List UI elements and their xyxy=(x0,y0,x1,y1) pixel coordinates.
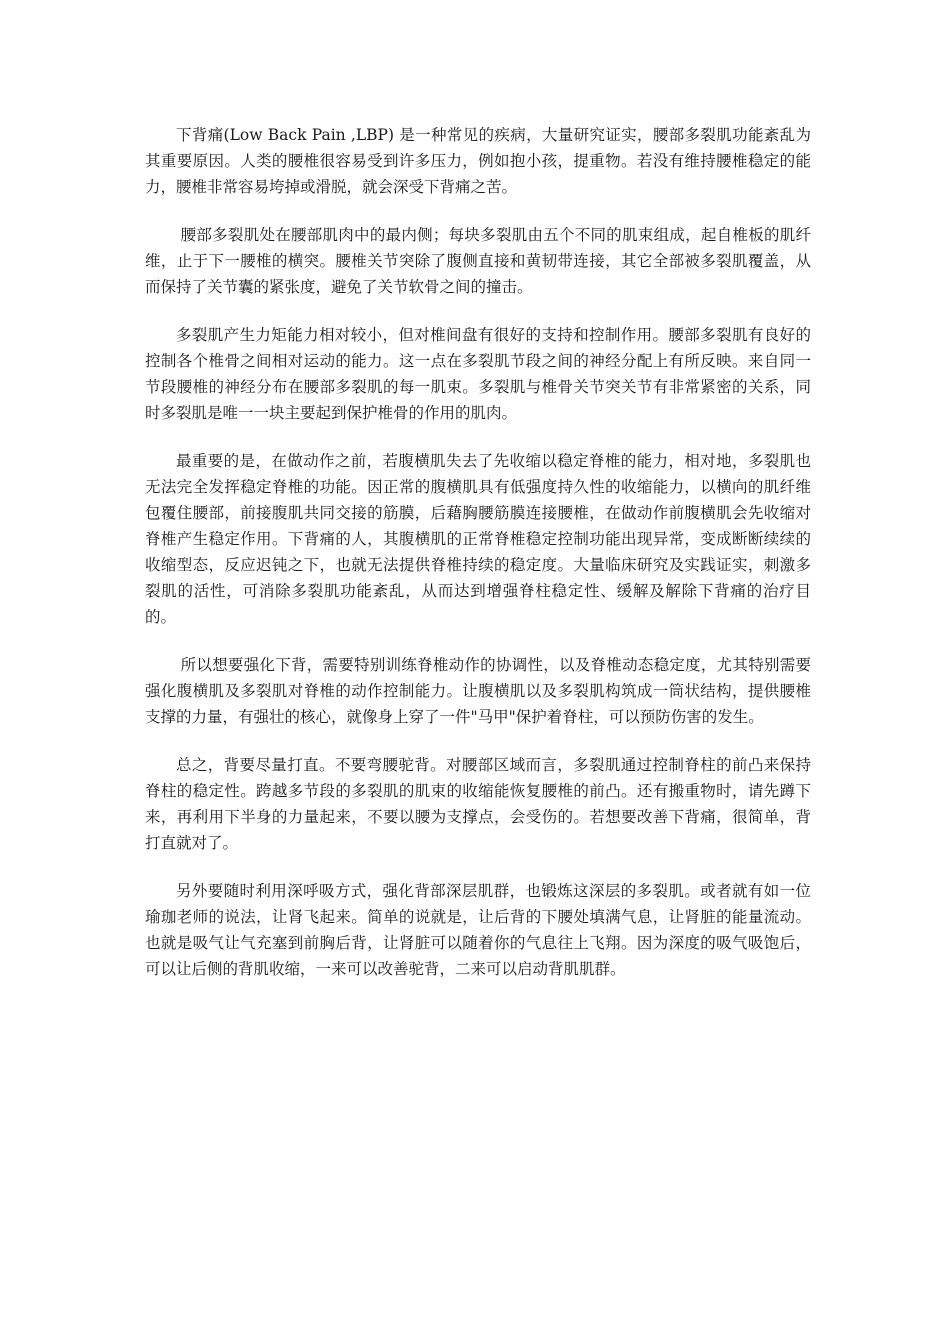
paragraph-low-back-pain-intro: 下背痛(Low Back Pain ,LBP) 是一种常见的疾病，大量研究证实，腰部多裂肌功能紊乱为其重要原因。人类的腰椎很容易受到许多压力，例如抱小孩，提重物。若没有维持腰椎稳定的能力，腰椎非常容易垮掉或滑脱，就会深受下背痛之苦。 xyxy=(145,126,811,196)
paragraph-strengthen-lower-back: 所以想要强化下背，需要特别训练脊椎动作的协调性，以及脊椎动态稳定度，尤其特别需要强化腹横肌及多裂肌对脊椎的动作控制能力。让腹横肌以及多裂肌构筑成一筒状结构，提供腰椎支撑的力量，有强壮的核心，就像身上穿了一件"马甲"保护着脊柱，可以预防伤害的发生。 xyxy=(145,656,811,726)
paragraph-multifidus-anatomy: 腰部多裂肌处在腰部肌肉中的最内侧；每块多裂肌由五个不同的肌束组成，起自椎板的肌纤维，止于下一腰椎的横突。腰椎关节突除了腹侧直接和黄韧带连接，其它全部被多裂肌覆盖，从而保持了关节囊的紧张度，避免了关节软骨之间的撞击。 xyxy=(145,226,811,296)
paragraph-deep-breathing: 另外要随时利用深呼吸方式，强化背部深层肌群，也锻炼这深层的多裂肌。或者就有如一位瑜珈老师的说法，让肾飞起来。简单的说就是，让后背的下腰处填满气息，让肾脏的能量流动。也就是吸气让气充塞到前胸后背，让肾脏可以随着你的气息往上飞翔。因为深度的吸气吸饱后，可以让后侧的背肌收缩，一来可以改善驼背，二来可以启动背肌肌群。 xyxy=(145,882,811,978)
article-body xyxy=(145,122,811,1004)
paragraph-multifidus-function: 多裂肌产生力矩能力相对较小，但对椎间盘有很好的支持和控制作用。腰部多裂肌有良好的控制各个椎骨之间相对运动的能力。这一点在多裂肌节段之间的神经分配上有所反映。来自同一节段腰椎的神经分布在腰部多裂肌的每一肌束。多裂肌与椎骨关节突关节有非常紧密的关系，同时多裂肌是唯一一块主要起到保护椎骨的作用的肌肉。 xyxy=(145,326,811,422)
paragraph-transversus-abdominis: 最重要的是，在做动作之前，若腹横肌失去了先收缩以稳定脊椎的能力，相对地，多裂肌也无法完全发挥稳定脊椎的功能。因正常的腹横肌具有低强度持久性的收缩能力，以横向的肌纤维包覆住腰部，前接腹肌共同交接的筋膜，后藉胸腰筋膜连接腰椎，在做动作前腹横肌会先收缩对脊椎产生稳定作用。下背痛的人，其腹横肌的正常脊椎稳定控制功能出现异常，变成断断续续的收缩型态，反应迟钝之下，也就无法提供脊椎持续的稳定度。大量临床研究及实践证实，刺激多裂肌的活性，可消除多裂肌功能紊乱，从而达到增强脊柱稳定性、缓解及解除下背痛的治疗目的。 xyxy=(145,452,811,626)
paragraph-keep-back-straight: 总之，背要尽量打直。不要弯腰驼背。对腰部区域而言，多裂肌通过控制脊柱的前凸来保持脊柱的稳定性。跨越多节段的多裂肌的肌束的收缩能恢复腰椎的前凸。还有搬重物时，请先蹲下来，再利用下半身的力量起来，不要以腰为支撑点，会受伤的。若想要改善下背痛，很简单，背打直就对了。 xyxy=(145,756,811,852)
